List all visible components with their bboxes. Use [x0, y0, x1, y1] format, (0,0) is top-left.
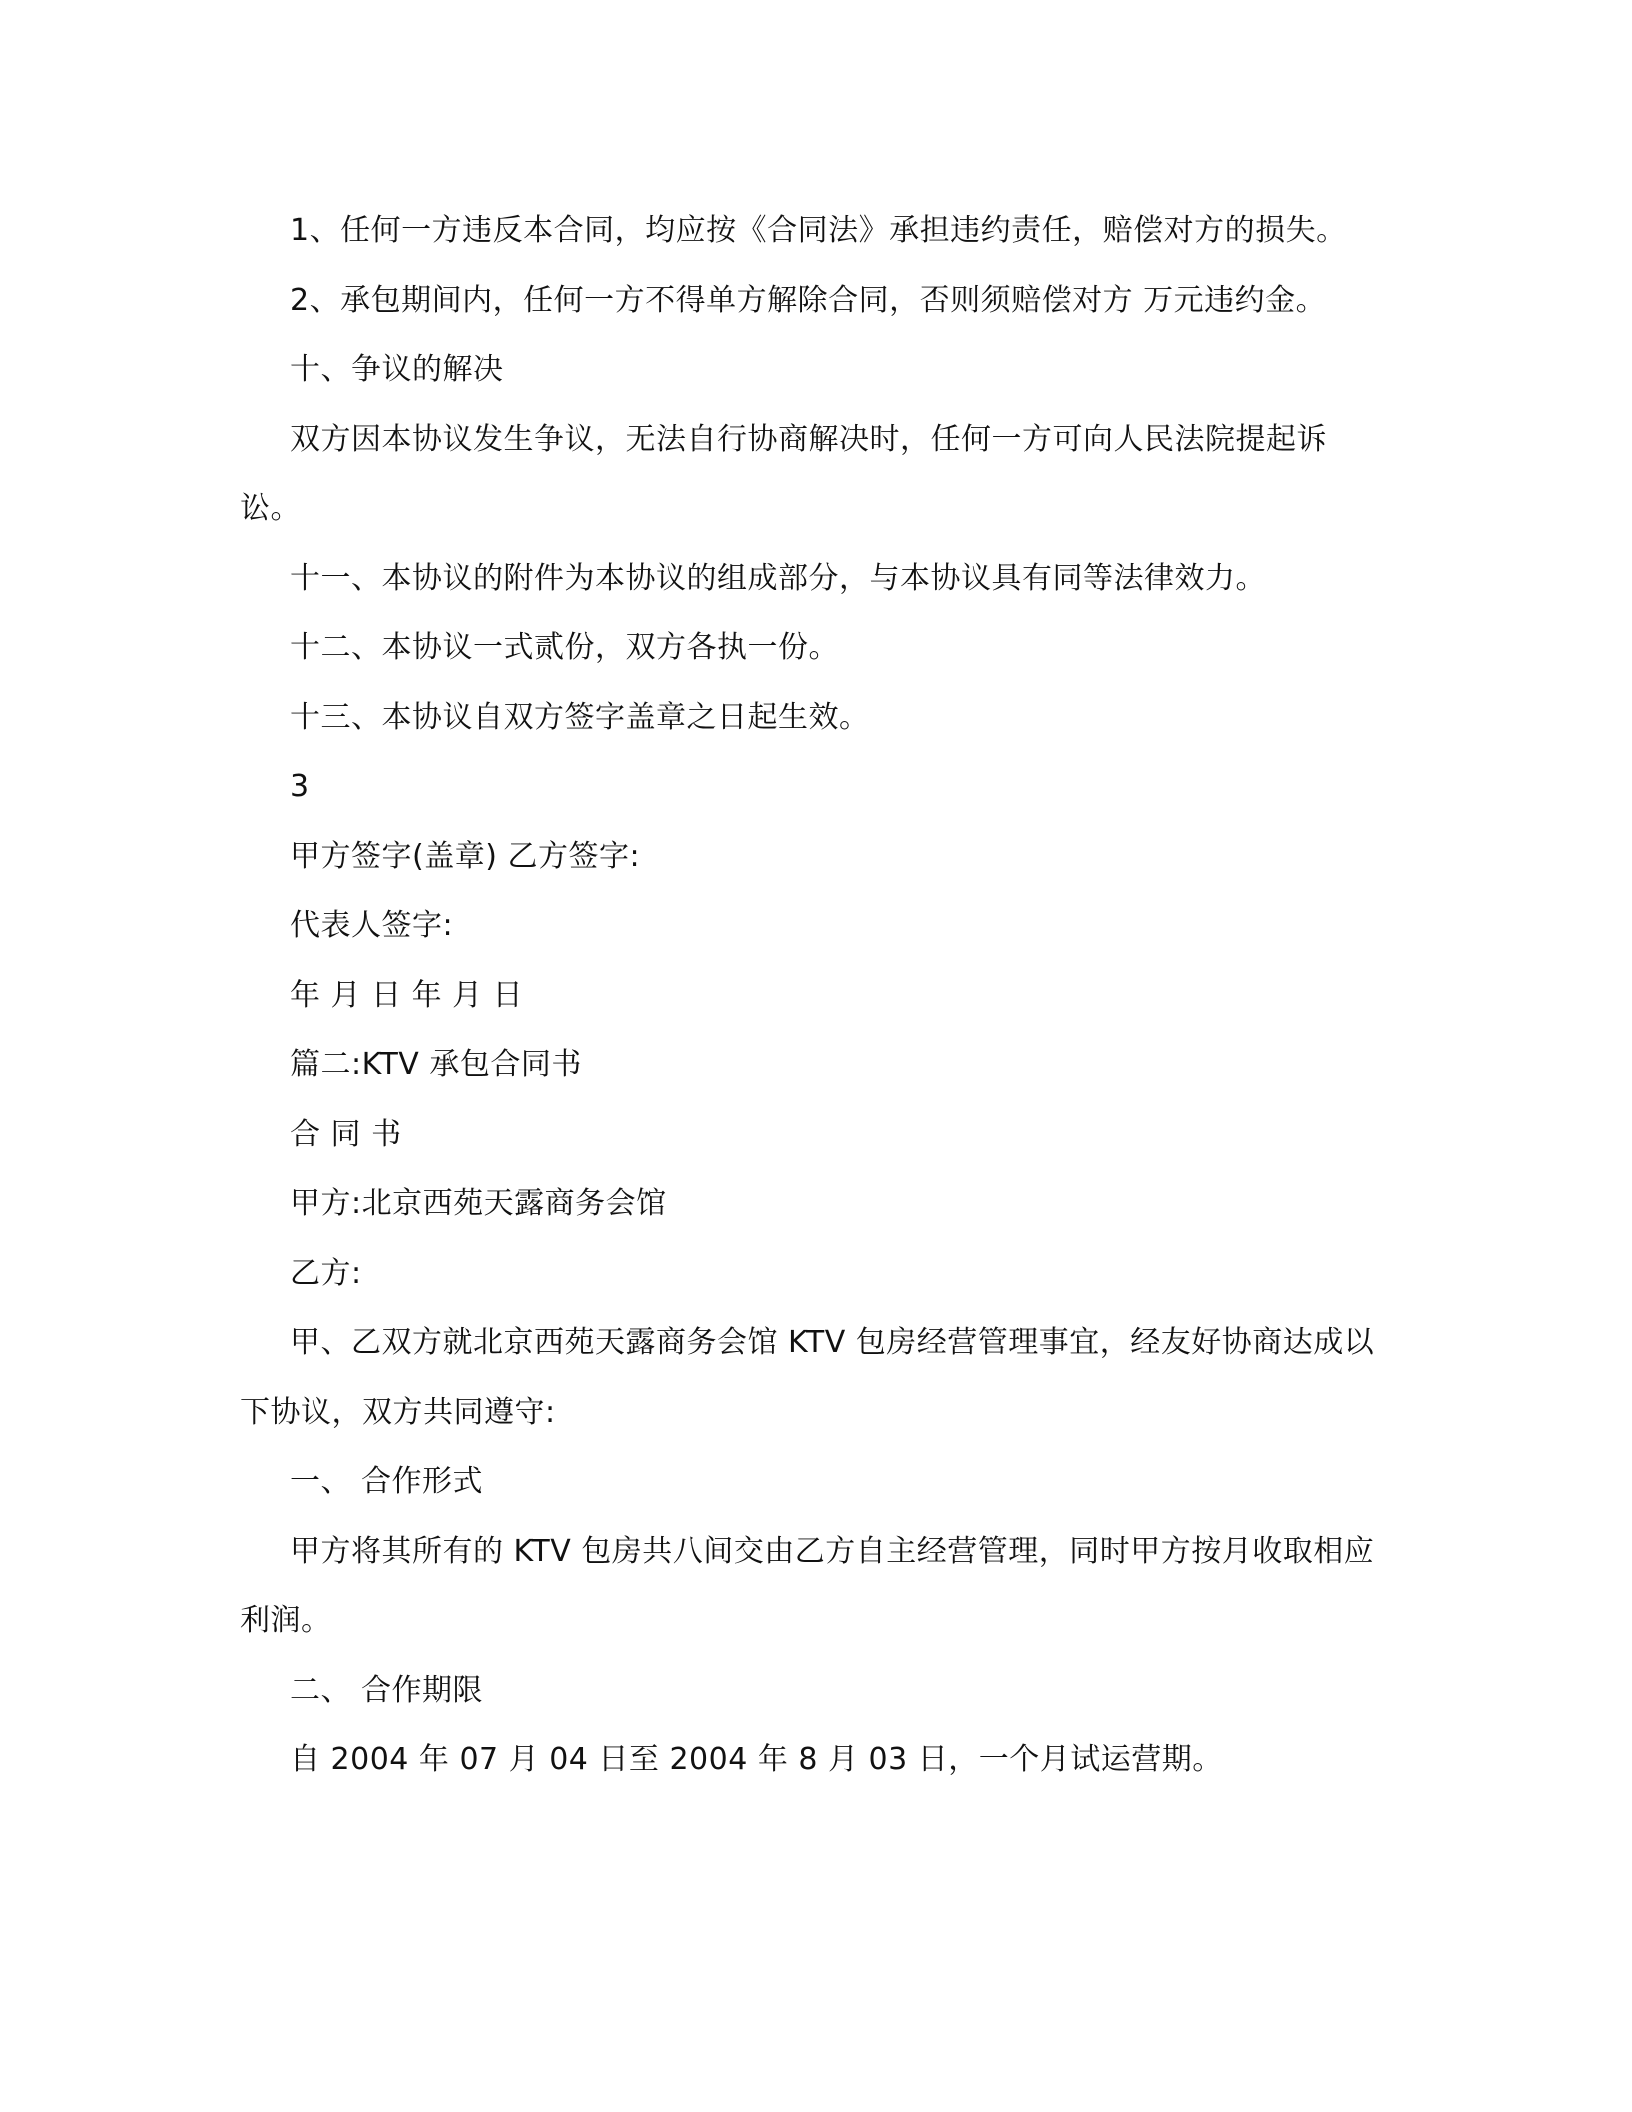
paragraph-agreement-intro: 甲、乙双方就北京西苑天露商务会馆 KTV 包房经营管理事宜，经友好协商达成以下协议，双方共同遵守:	[240, 1325, 1375, 1430]
paragraph-effective-date: 十三、本协议自双方签字盖章之日起生效。	[290, 699, 870, 735]
document-body	[240, 196, 1380, 1795]
section-heading-cooperation-form: 一、 合作形式	[290, 1464, 484, 1499]
paragraph-termination-penalty: 2、承包期间内，任何一方不得单方解除合同，否则须赔偿对方 万元违约金。	[290, 282, 1327, 318]
signature-line-representative: 代表人签字:	[290, 908, 454, 943]
section-heading-cooperation-term: 二、 合作期限	[290, 1672, 484, 1708]
paragraph-cooperation-form: 甲方将其所有的 KTV 包房共八间交由乙方自主经营管理，同时甲方按月收取相应利润。	[240, 1533, 1375, 1638]
party-b-line: 乙方:	[290, 1255, 362, 1291]
paragraph-attachments: 十一、本协议的附件为本协议的组成部分，与本协议具有同等法律效力。	[290, 560, 1266, 596]
contract-title: 合 同 书	[290, 1116, 402, 1152]
date-line: 年 月 日 年 月 日	[290, 977, 524, 1013]
page-number: 3	[290, 769, 310, 804]
paragraph-dispute-resolution: 双方因本协议发生争议，无法自行协商解决时，任何一方可向人民法院提起诉讼。	[240, 421, 1327, 526]
paragraph-copies: 十二、本协议一式贰份，双方各执一份。	[290, 630, 839, 665]
paragraph-breach-liability: 1、任何一方违反本合同，均应按《合同法》承担违约责任，赔偿对方的损失。	[290, 213, 1347, 248]
signature-line-parties: 甲方签字(盖章) 乙方签字:	[290, 838, 641, 874]
section-title-part-two: 篇二:KTV 承包合同书	[290, 1047, 582, 1082]
section-heading-dispute: 十、争议的解决	[290, 352, 504, 387]
party-a-line: 甲方:北京西苑天露商务会馆	[290, 1186, 667, 1221]
paragraph-cooperation-term: 自 2004 年 07 月 04 日至 2004 年 8 月 03 日，一个月试运营期。	[290, 1742, 1223, 1777]
